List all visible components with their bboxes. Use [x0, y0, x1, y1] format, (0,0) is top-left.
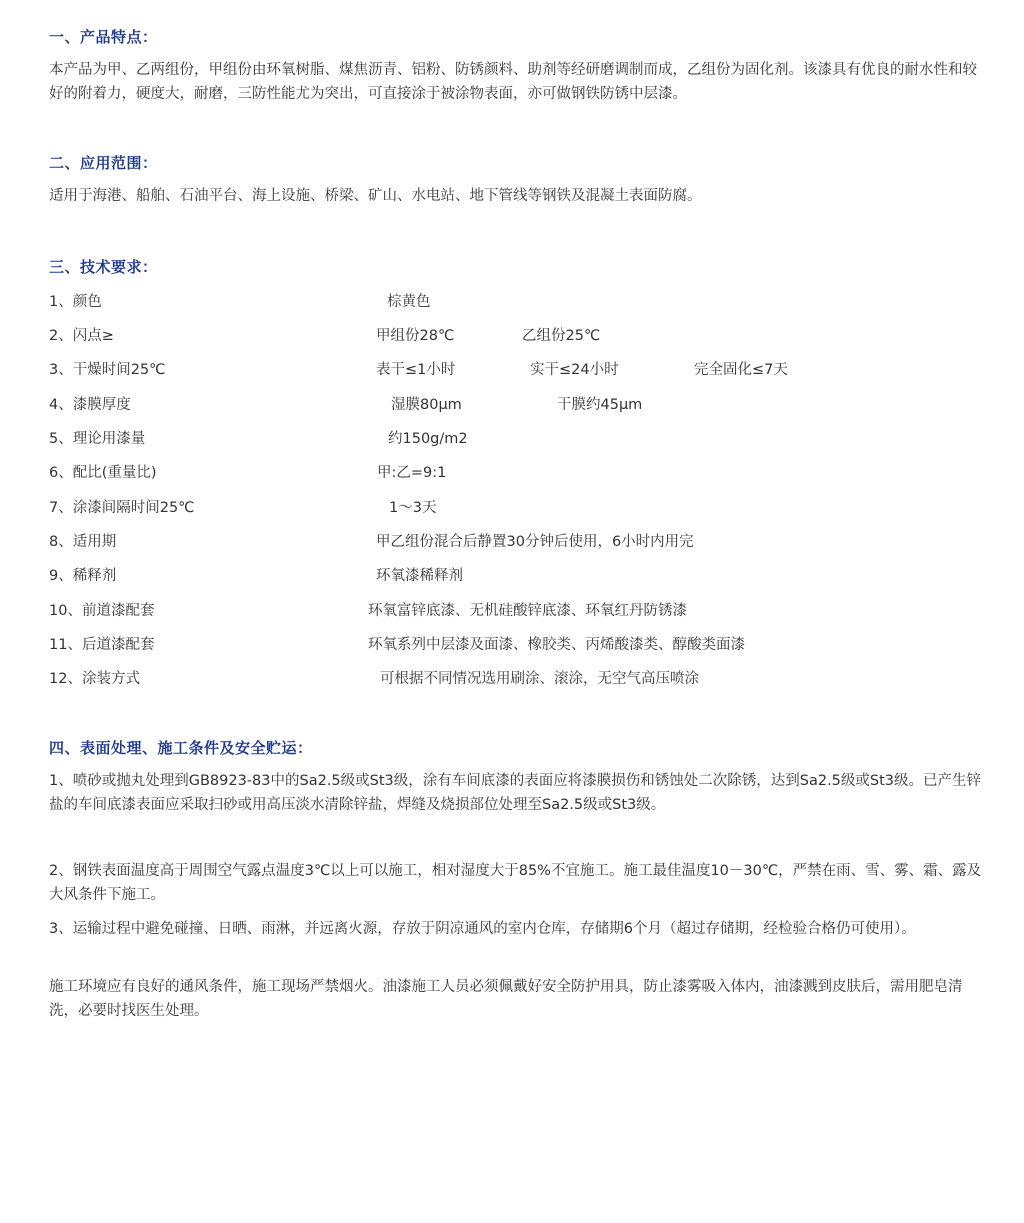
spec-value-pot-life: 甲乙组份混合后静置30分钟后使用，6小时内用完: [376, 534, 694, 550]
spec-label-recoat-interval: 7、涂漆间隔时间25℃: [49, 500, 195, 516]
section-heading-surface-treatment: 四、表面处理、施工条件及安全贮运：: [49, 739, 313, 757]
spec-value-hard-dry: 实干≤24小时: [530, 362, 619, 378]
spec-label-color: 1、颜色: [49, 294, 102, 310]
spec-value-previous-coat: 环氧富锌底漆、无机硅酸锌底漆、环氧红丹防锈漆: [368, 603, 687, 619]
spec-value-recoat-interval: 1～3天: [389, 500, 437, 516]
spec-value-thinner: 环氧漆稀释剂: [376, 568, 463, 584]
spec-label-application-method: 12、涂装方式: [49, 671, 140, 687]
spec-value-flash-point-a: 甲组份28℃: [376, 328, 455, 344]
section-heading-features: 一、产品特点：: [49, 28, 158, 46]
features-paragraph: 本产品为甲、乙两组份，甲组份由环氧树脂、煤焦沥青、铝粉、防锈颜料、助剂等经研磨调制而成，乙组份为固化剂。该漆具有优良的耐水性和较好的附着力，硬度大，耐磨，三防性能尤为突出，可直接涂于被涂物表面，亦可做钢铁防锈中层漆。: [49, 62, 977, 102]
surface-treatment-paragraph-3: 3、运输过程中避免碰撞、日晒、雨淋，并远离火源，存放于阴凉通风的室内仓库，存储期6个月（超过存储期，经检验合格仍可使用）。: [49, 921, 916, 937]
spec-label-flash-point: 2、闪点≥: [49, 328, 114, 344]
spec-label-thinner: 9、稀释剂: [49, 568, 117, 584]
spec-value-dry-film: 干膜约45μm: [557, 397, 643, 413]
spec-value-wet-film: 湿膜80μm: [391, 397, 462, 413]
section-heading-tech-requirements: 三、技术要求：: [49, 258, 158, 276]
spec-label-mix-ratio: 6、配比(重量比): [49, 465, 157, 481]
spec-value-subsequent-coat: 环氧系列中层漆及面漆、橡胶类、丙烯酸漆类、醇酸类面漆: [368, 637, 745, 653]
spec-label-previous-coat: 10、前道漆配套: [49, 603, 155, 619]
spec-label-film-thickness: 4、漆膜厚度: [49, 397, 131, 413]
spec-label-coverage: 5、理论用漆量: [49, 431, 146, 447]
spec-value-flash-point-b: 乙组份25℃: [522, 328, 601, 344]
safety-paragraph: 施工环境应有良好的通风条件，施工现场严禁烟火。油漆施工人员必须佩戴好安全防护用具，防止漆雾吸入体内，油漆溅到皮肤后，需用肥皂清洗，必要时找医生处理。: [49, 979, 963, 1019]
spec-value-color: 棕黄色: [387, 294, 431, 310]
spec-label-pot-life: 8、适用期: [49, 534, 117, 550]
spec-value-full-cure: 完全固化≤7天: [694, 362, 788, 378]
spec-label-drying-time: 3、干燥时间25℃: [49, 362, 166, 378]
spec-value-application-method: 可根据不同情况选用刷涂、滚涂，无空气高压喷涂: [380, 671, 699, 687]
spec-label-subsequent-coat: 11、后道漆配套: [49, 637, 155, 653]
section-heading-applications: 二、应用范围：: [49, 154, 158, 172]
applications-paragraph: 适用于海港、船舶、石油平台、海上设施、桥梁、矿山、水电站、地下管线等钢铁及混凝土表面防腐。: [49, 188, 702, 204]
spec-value-surface-dry: 表干≤1小时: [376, 362, 456, 378]
surface-treatment-paragraph-2: 2、钢铁表面温度高于周围空气露点温度3℃以上可以施工，相对湿度大于85%不宜施工。施工最佳温度10－30℃，严禁在雨、雪、雾、霜、露及大风条件下施工。: [49, 863, 982, 903]
surface-treatment-paragraph-1: 1、喷砂或抛丸处理到GB8923-83中的Sa2.5级或St3级，涂有车间底漆的表面应将漆膜损伤和锈蚀处二次除锈，达到Sa2.5级或St3级。已产生锌盐的车间底漆表面应采取扫砂或用高压淡水清除锌盐，焊缝及烧损部位处理至Sa2.5级或St3级。: [49, 773, 982, 813]
spec-value-mix-ratio: 甲:乙=9:1: [377, 465, 447, 481]
spec-value-coverage: 约150g/m2: [388, 431, 468, 447]
